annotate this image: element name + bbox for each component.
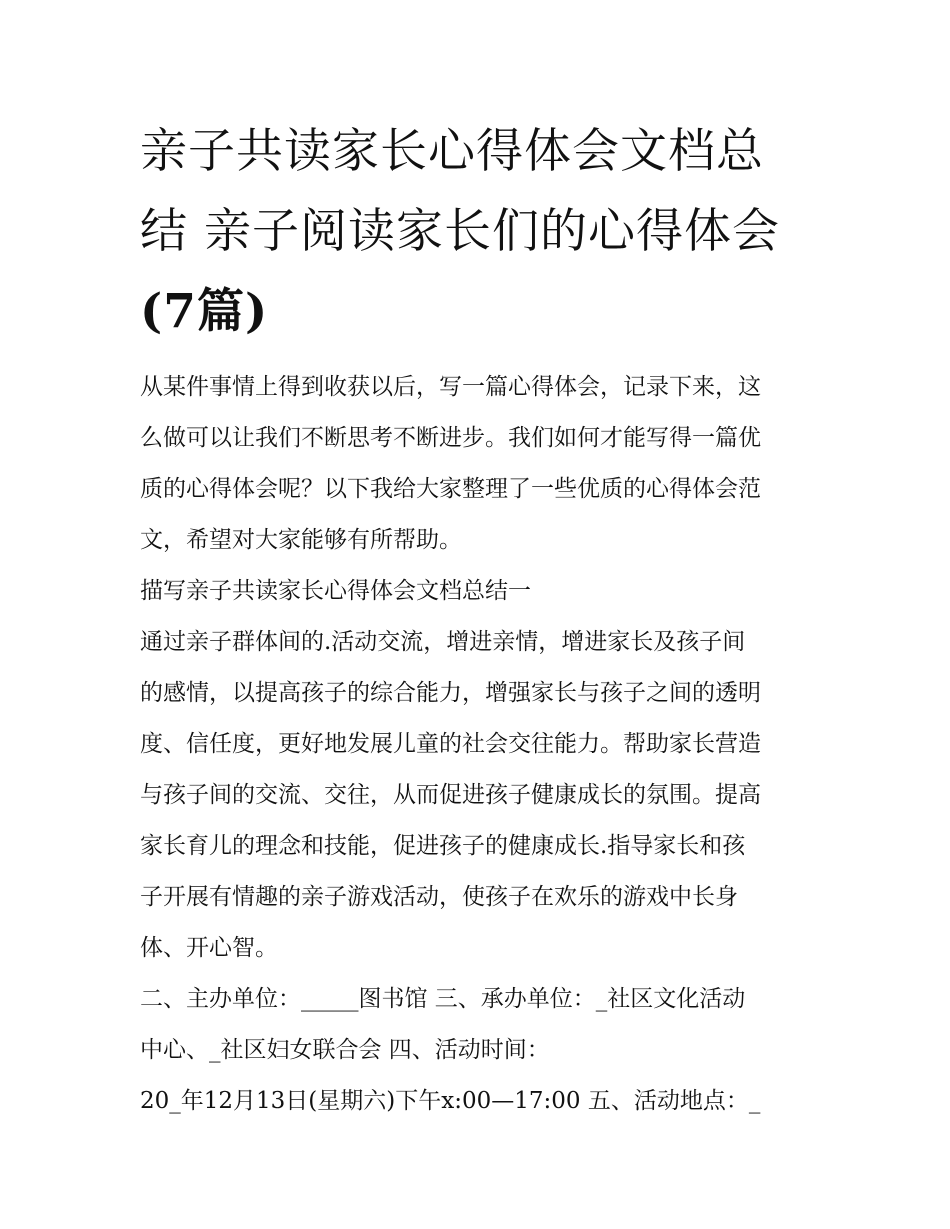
document-title	[140, 112, 820, 352]
intro-line: 从某件事情上得到收获以后，写一篇心得体会，记录下来，这	[140, 374, 761, 400]
document-page	[140, 112, 820, 1127]
body-line: 子开展有情趣的亲子游戏活动，使孩子在欢乐的游戏中长身	[140, 884, 738, 910]
title-line-3: (7篇)	[140, 284, 269, 339]
section-heading: 描写亲子共读家长心得体会文档总结一	[140, 578, 531, 604]
intro-line: 么做可以让我们不断思考不断进步。我们如何才能写得一篇优	[140, 425, 761, 451]
detail-line: 20_年12月13日(星期六)下午x:00—17:00 五、活动地点：_	[140, 1088, 761, 1114]
body-line: 的感情，以提高孩子的综合能力，增强家长与孩子之间的透明	[140, 680, 761, 706]
detail-line: 二、主办单位：_____图书馆 三、承办单位：_社区文化活动	[140, 986, 746, 1012]
title-line-1: 亲子共读家长心得体会文档总	[140, 124, 764, 179]
body-line: 通过亲子群体间的.活动交流，增进亲情，增进家长及孩子间	[140, 629, 746, 655]
intro-line: 质的心得体会呢？以下我给大家整理了一些优质的心得体会范	[140, 476, 761, 502]
body-line: 与孩子间的交流、交往，从而促进孩子健康成长的氛围。提高	[140, 782, 761, 808]
body-paragraph	[140, 617, 820, 974]
body-line: 家长育儿的理念和技能，促进孩子的健康成长.指导家长和孩	[140, 833, 746, 859]
title-line-2: 结 亲子阅读家长们的心得体会	[140, 204, 780, 259]
intro-line: 文，希望对大家能够有所帮助。	[140, 527, 462, 553]
body-line: 度、信任度，更好地发展儿童的社会交往能力。帮助家长营造	[140, 731, 761, 757]
detail-line: 中心、_社区妇女联合会 四、活动时间：	[140, 1037, 550, 1063]
detail-paragraph	[140, 974, 820, 1127]
intro-paragraph	[140, 362, 820, 566]
body-line: 体、开心智。	[140, 935, 278, 961]
